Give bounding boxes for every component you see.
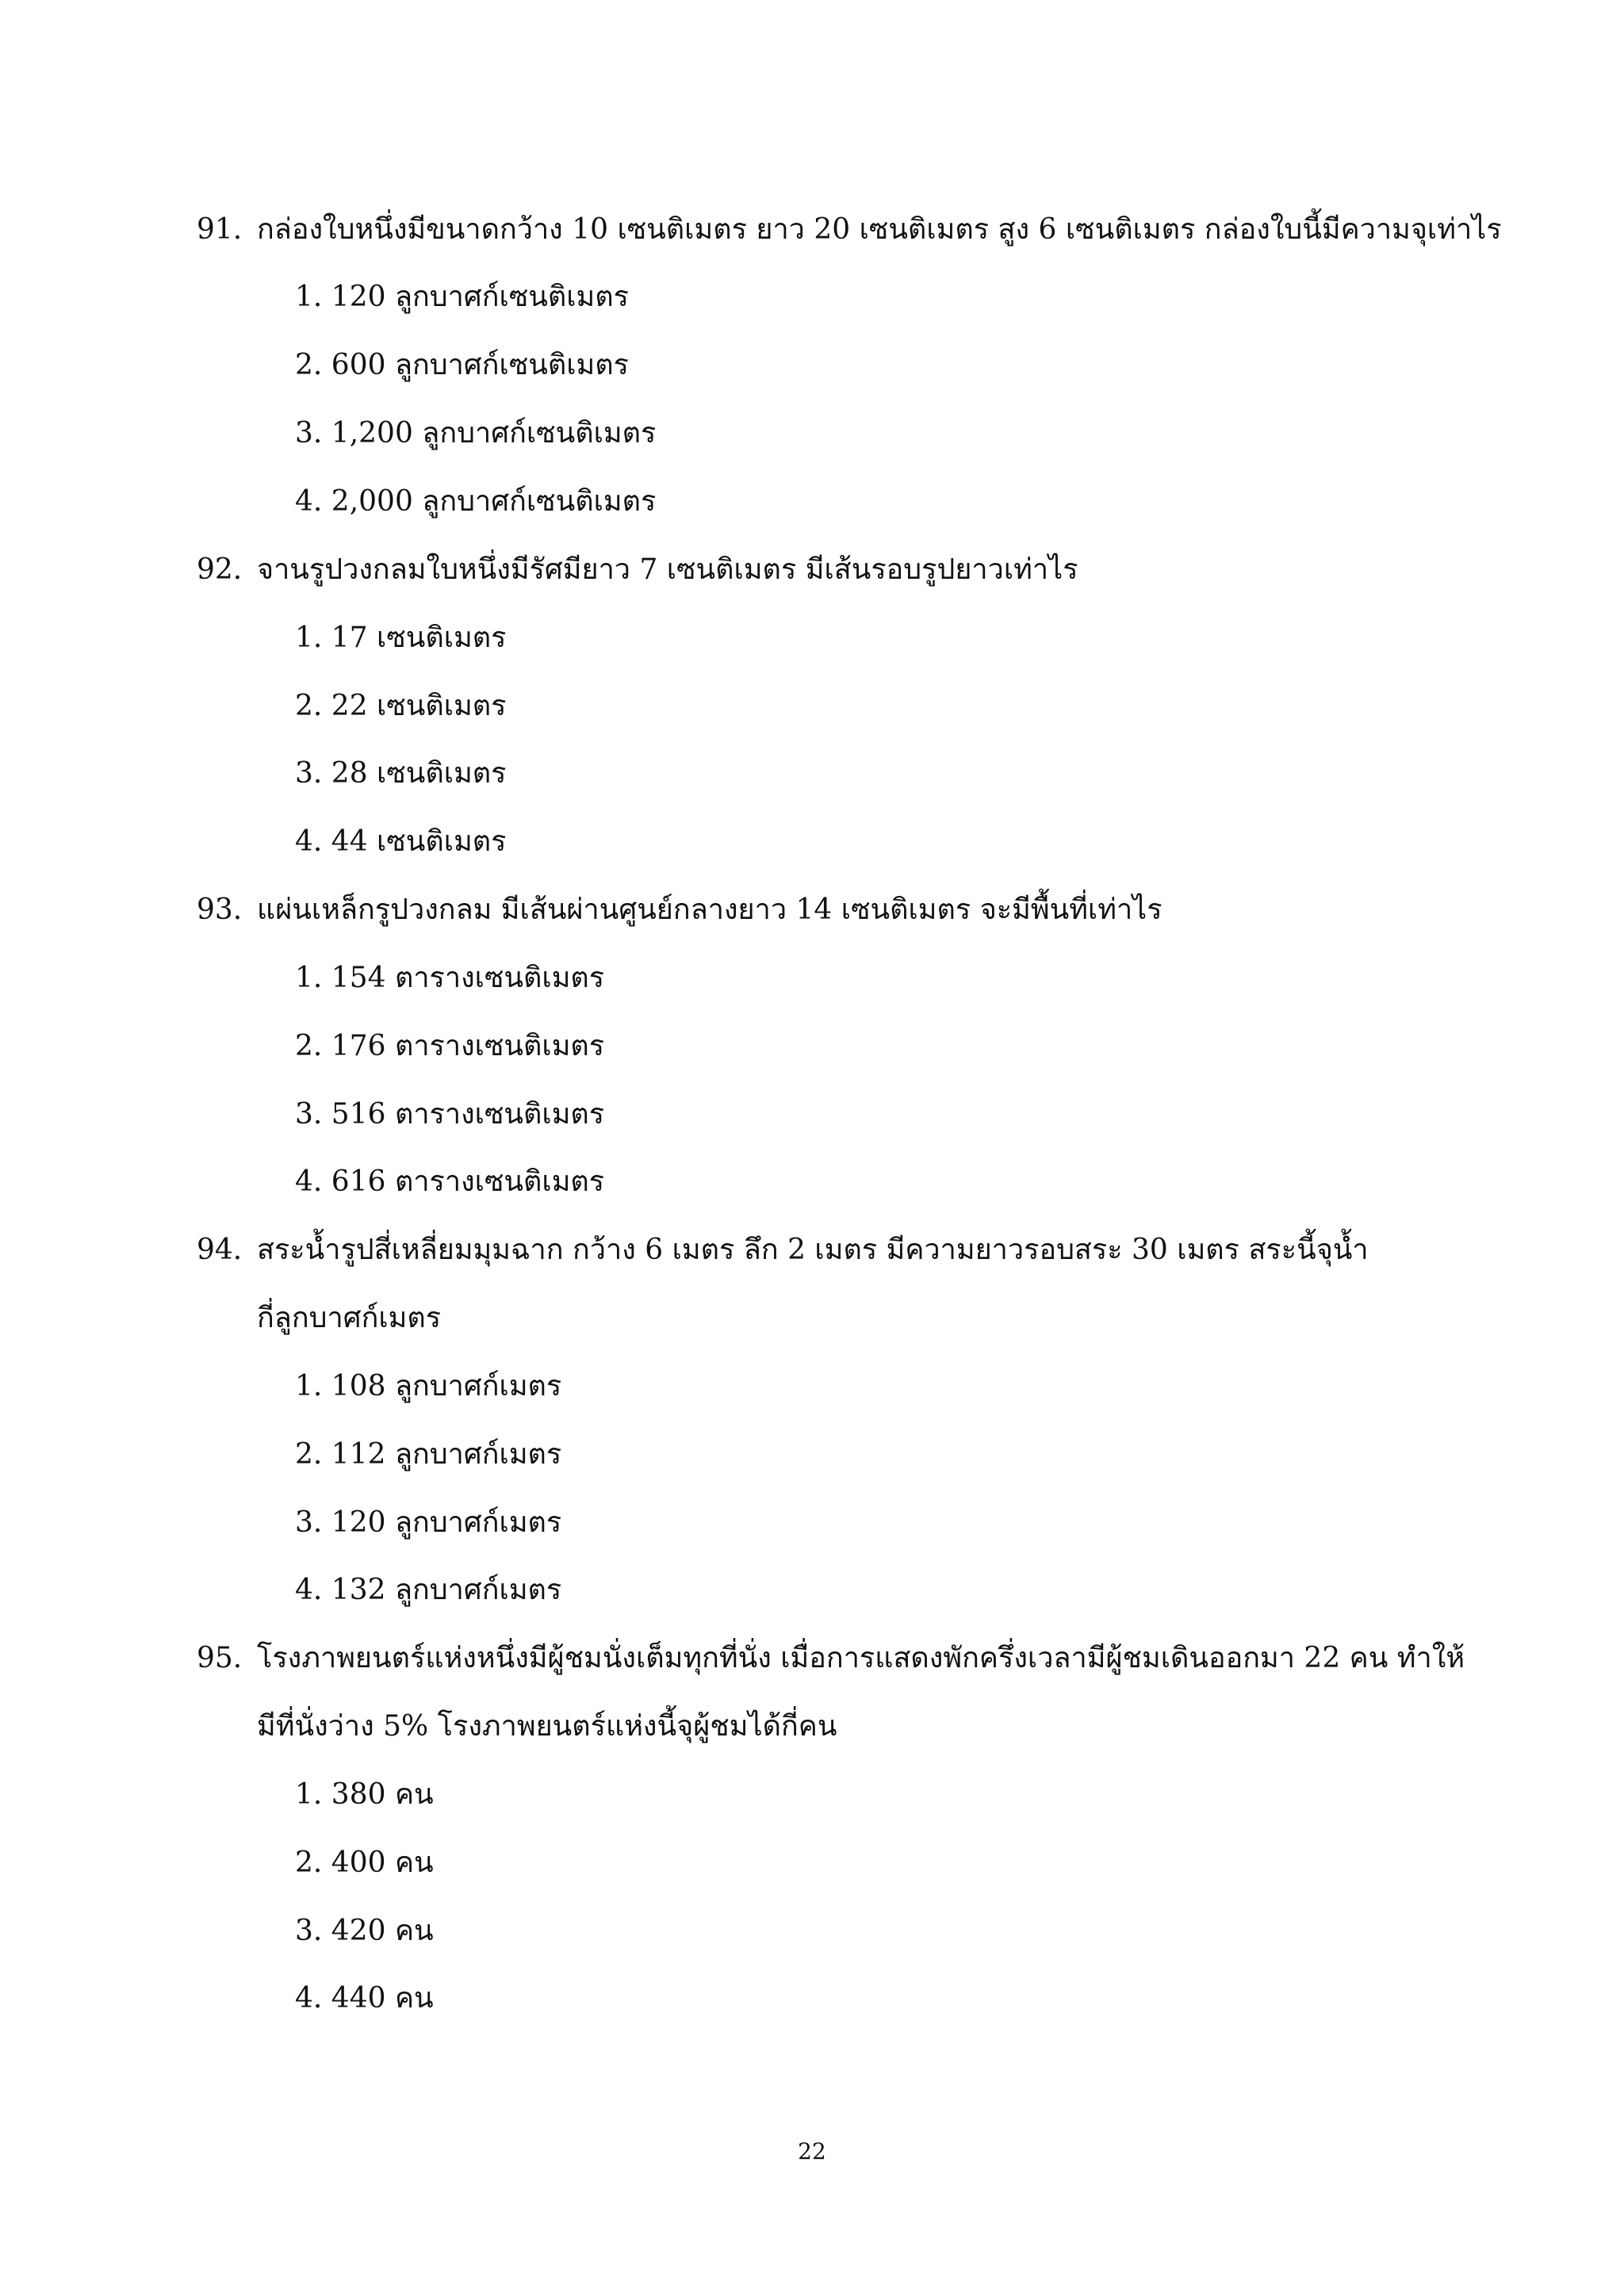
answer-choice: 3. 516 ตารางเซนติเมตร [295,1098,605,1131]
answer-choice: 3. 28 เซนติเมตร [295,757,507,790]
question-text: แผ่นเหล็กรูปวงกลม มีเส้นผ่านศูนย์กลางยาว 14 เซนติเมตร จะมีพื้นที่เท่าไร [257,894,1162,926]
answer-choice: 4. 2,000 ลูกบาศก์เซนติเมตร [295,485,657,518]
question-text-continued: กี่ลูกบาศก์เมตร [257,1302,442,1334]
question-number: 93. [197,894,243,926]
question-text-continued: มีที่นั่งว่าง 5% โรงภาพยนตร์แห่งนี้จุผู้ชมได้กี่คน [257,1710,837,1743]
answer-choice: 2. 176 ตารางเซนติเมตร [295,1030,605,1062]
answer-choice: 1. 120 ลูกบาศก์เซนติเมตร [295,281,629,313]
answer-choice: 4. 44 เซนติเมตร [295,825,507,858]
question-text: กล่องใบหนึ่งมีขนาดกว้าง 10 เซนติเมตร ยาว 20 เซนติเมตร สูง 6 เซนติเมตร กล่องใบนี้มีความจุเท่าไร [257,213,1502,246]
answer-choice: 1. 154 ตารางเซนติเมตร [295,962,605,994]
question-number: 92. [197,553,243,586]
answer-choice: 2. 400 คน [295,1846,434,1879]
answer-choice: 3. 120 ลูกบาศก์เมตร [295,1506,562,1539]
answer-choice: 1. 380 คน [295,1778,434,1811]
answer-choice: 3. 420 คน [295,1915,434,1947]
answer-choice: 2. 600 ลูกบาศก์เซนติเมตร [295,349,629,381]
answer-choice: 1. 17 เซนติเมตร [295,622,507,654]
question-number: 94. [197,1234,243,1266]
answer-choice: 4. 616 ตารางเซนติเมตร [295,1165,605,1198]
answer-choice: 2. 112 ลูกบาศก์เมตร [295,1438,562,1471]
answer-choice: 4. 132 ลูกบาศก์เมตร [295,1574,562,1606]
answer-choice: 2. 22 เซนติเมตร [295,690,507,722]
question-number: 95. [197,1642,243,1674]
answer-choice: 3. 1,200 ลูกบาศก์เซนติเมตร [295,417,657,450]
answer-choice: 4. 440 คน [295,1982,434,2015]
question-text: จานรูปวงกลมใบหนึ่งมีรัศมียาว 7 เซนติเมตร มีเส้นรอบรูปยาวเท่าไร [257,553,1078,586]
question-text: สระน้ำรูปสี่เหลี่ยมมุมฉาก กว้าง 6 เมตร ลึก 2 เมตร มีความยาวรอบสระ 30 เมตร สระนี้จุน้ำ [257,1234,1369,1266]
question-number: 91. [197,213,243,246]
page-number: 22 [798,2138,826,2164]
question-text: โรงภาพยนตร์แห่งหนึ่งมีผู้ชมนั่งเต็มทุกที่นั่ง เมื่อการแสดงพักครึ่งเวลามีผู้ชมเดินออกมา 22 คน ทำให้ [257,1642,1465,1674]
answer-choice: 1. 108 ลูกบาศก์เมตร [295,1370,562,1402]
